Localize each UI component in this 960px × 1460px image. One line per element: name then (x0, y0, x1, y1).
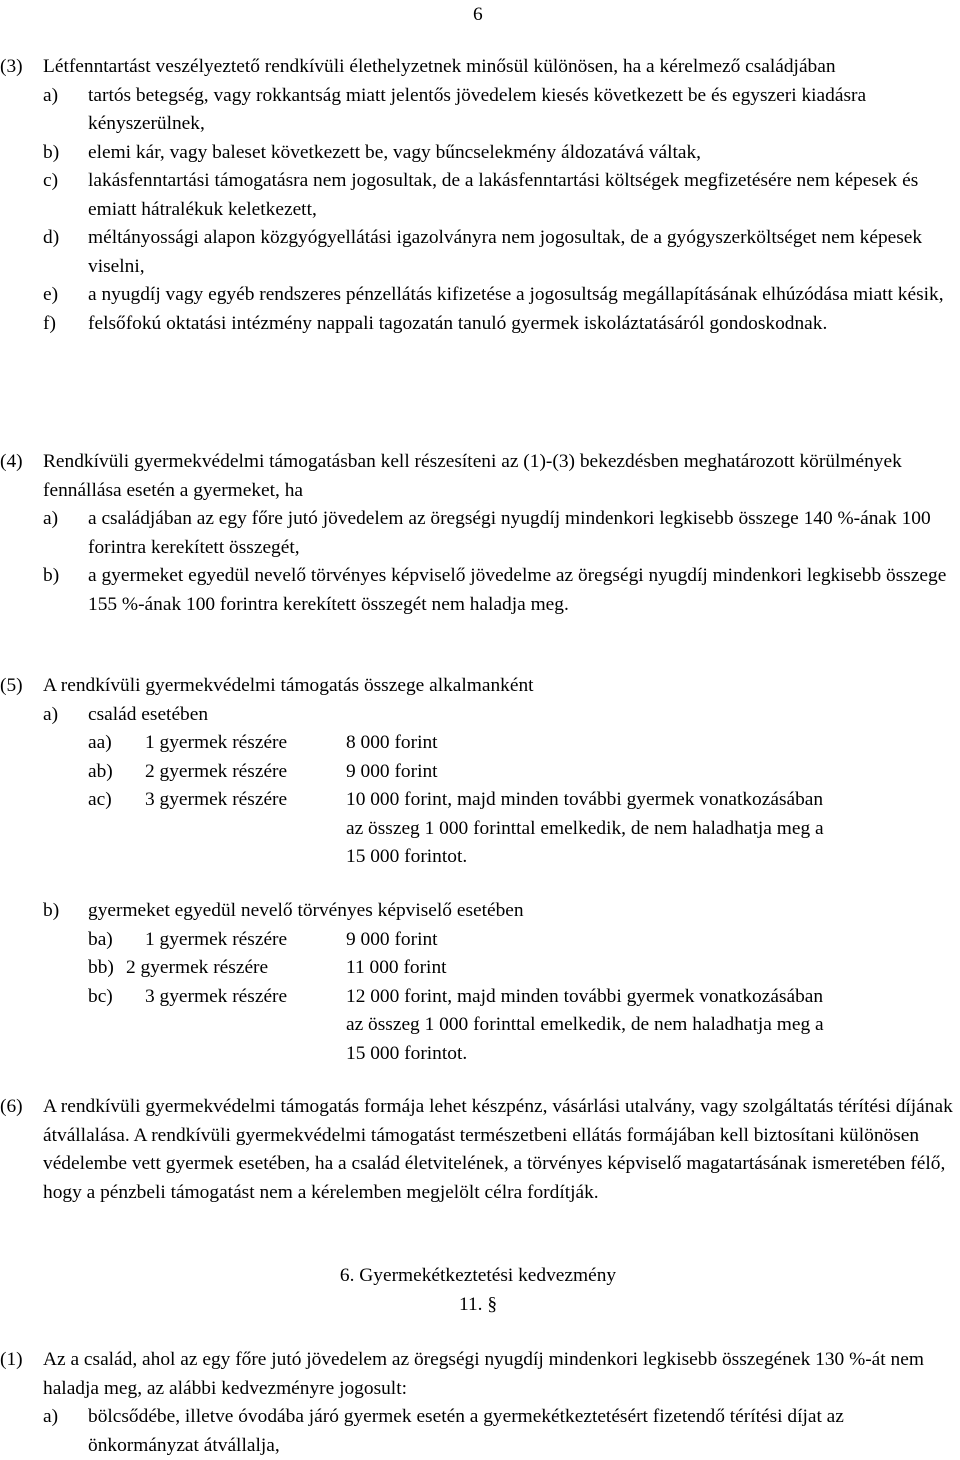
paragraph-4 (0, 448, 956, 619)
amount-value-continued: 15 000 forintot. (346, 846, 468, 867)
item-text: család esetében (88, 703, 209, 725)
amount-row (0, 729, 956, 758)
item-text: tartós betegség, vagy rokkantság miatt jelentős jövedelem kiesés következett be és egyszeri kiadásra kényszerülnek, (88, 84, 867, 134)
paragraph-3 (0, 53, 956, 338)
amount-row (0, 786, 956, 872)
item-label: a) (43, 1406, 59, 1427)
section-11-paragraph-1 (0, 1346, 956, 1460)
amount-value: 12 000 forint, majd minden további gyermek vonatkozásában (346, 985, 824, 1007)
amount-value: 11 000 forint (346, 957, 447, 978)
item-label: b) (43, 900, 60, 921)
amount-label: bb) (88, 957, 114, 978)
amount-label: ba) (88, 928, 113, 950)
amount-label: ac) (88, 789, 112, 810)
paragraph-5-b (0, 897, 956, 1068)
amount-label: ab) (88, 760, 113, 782)
amount-value: 10 000 forint, majd minden további gyermek vonatkozásában (346, 789, 824, 810)
amount-row (0, 954, 956, 983)
amount-value-continued: 15 000 forintot. (346, 1042, 468, 1064)
item-text: felsőfokú oktatási intézmény nappali tagozatán tanuló gyermek iskoláztatásáról gondoskodnak. (88, 312, 828, 334)
amount-value-continued: az összeg 1 000 forinttal emelkedik, de nem haladhatja meg a (346, 817, 824, 839)
paragraph-intro: Létfenntartást veszélyeztető rendkívüli élethelyzetnek minősül különösen, ha a kérelmező családjában (43, 56, 836, 77)
amount-value: 8 000 forint (346, 732, 438, 753)
item-label: b) (43, 565, 60, 586)
paragraph-text: A rendkívüli gyermekvédelmi támogatás formája lehet készpénz, vásárlási utalvány, vagy szolgáltatás térítési díjának átvállalása. A rendkívüli gyermekvédelmi támogatást természetbeni ellátás formájában kell biztosítani különösen védelembe vett gyermek esetében, ha a család életvitelének, a törvényes képviselő magatartásának ismeretében félő, hogy a pénzbeli támogatást nem a kérelemben megjelölt célra fordítják. (43, 1096, 953, 1203)
amount-value: 9 000 forint (346, 760, 438, 782)
amount-recipient: 1 gyermek részére (145, 732, 288, 753)
paragraph-5 (0, 672, 956, 872)
amount-recipient: 2 gyermek részére (126, 957, 269, 978)
section-title: 6. Gyermekétkeztetési kedvezmény (339, 1265, 617, 1286)
amount-row (0, 926, 956, 955)
item-text: a családjában az egy főre jutó jövedelem az öregségi nyugdíj mindenkori legkisebb összege 140 %-ának 100 forintra kerekített összegét, (88, 508, 931, 558)
amount-recipient: 3 gyermek részére (145, 789, 288, 810)
paragraph-intro: Az a család, ahol az egy főre jutó jövedelem az öregségi nyugdíj mindenkori legkisebb összegének 130 %-át nem haladja meg, az alábbi kedvezményre jogosult: (43, 1349, 924, 1399)
item-label: a) (43, 703, 59, 725)
paragraph-label: (3) (0, 56, 23, 77)
paragraph-intro: Rendkívüli gyermekvédelmi támogatásban kell részesíteni az (1)-(3) bekezdésben meghatározott körülmények fennállása esetén a gyermeket, ha (43, 451, 902, 501)
amount-recipient: 3 gyermek részére (145, 985, 288, 1007)
item-text: méltányossági alapon közgyógyellátási igazolványra nem jogosultak, de a gyógyszerköltséget nem képesek viselni, (88, 227, 923, 277)
amount-row (0, 758, 956, 787)
item-label: a) (43, 508, 59, 529)
paragraph-label: (5) (0, 675, 23, 696)
item-label: a) (43, 84, 59, 106)
item-label: c) (43, 170, 59, 191)
amount-value: 9 000 forint (346, 928, 438, 950)
item-label: f) (43, 312, 56, 334)
paragraph-label: (1) (0, 1349, 23, 1370)
item-text: a nyugdíj vagy egyéb rendszeres pénzellátás kifizetése a jogosultság megállapításának elhúzódása miatt késik, (88, 284, 944, 305)
section-number: 11. § (458, 1294, 498, 1315)
amount-value-continued: az összeg 1 000 forinttal emelkedik, de nem haladhatja meg a (346, 1014, 824, 1035)
item-label: b) (43, 141, 60, 163)
paragraph-label: (4) (0, 451, 23, 472)
amount-label: bc) (88, 985, 113, 1007)
amount-label: aa) (88, 732, 112, 753)
amount-recipient: 2 gyermek részére (145, 760, 288, 782)
item-text: elemi kár, vagy baleset következett be, vagy bűncselekmény áldozatává váltak, (88, 141, 702, 163)
item-text: lakásfenntartási támogatásra nem jogosultak, de a lakásfenntartási költségek megfizetésére nem képesek és emiatt hátralékuk keletkezett, (88, 170, 919, 220)
item-text: bölcsődébe, illetve óvodába járó gyermek esetén a gyermekétkeztetésért fizetendő térítési díjat az önkormányzat átvállalja, (88, 1406, 844, 1456)
item-label: d) (43, 227, 60, 248)
item-text: gyermeket egyedül nevelő törvényes képviselő esetében (88, 900, 524, 921)
paragraph-label: (6) (0, 1096, 23, 1117)
item-label: e) (43, 284, 59, 305)
amount-row (0, 983, 956, 1069)
amount-recipient: 1 gyermek részére (145, 928, 288, 950)
item-text: a gyermeket egyedül nevelő törvényes képviselő jövedelme az öregségi nyugdíj mindenkori legkisebb összege 155 %-ának 100 forintra kerekített összegét nem haladja meg. (88, 565, 947, 615)
paragraph-6 (0, 1093, 956, 1207)
page-number: 6 (473, 4, 483, 25)
paragraph-intro: A rendkívüli gyermekvédelmi támogatás összege alkalmanként (43, 675, 534, 696)
